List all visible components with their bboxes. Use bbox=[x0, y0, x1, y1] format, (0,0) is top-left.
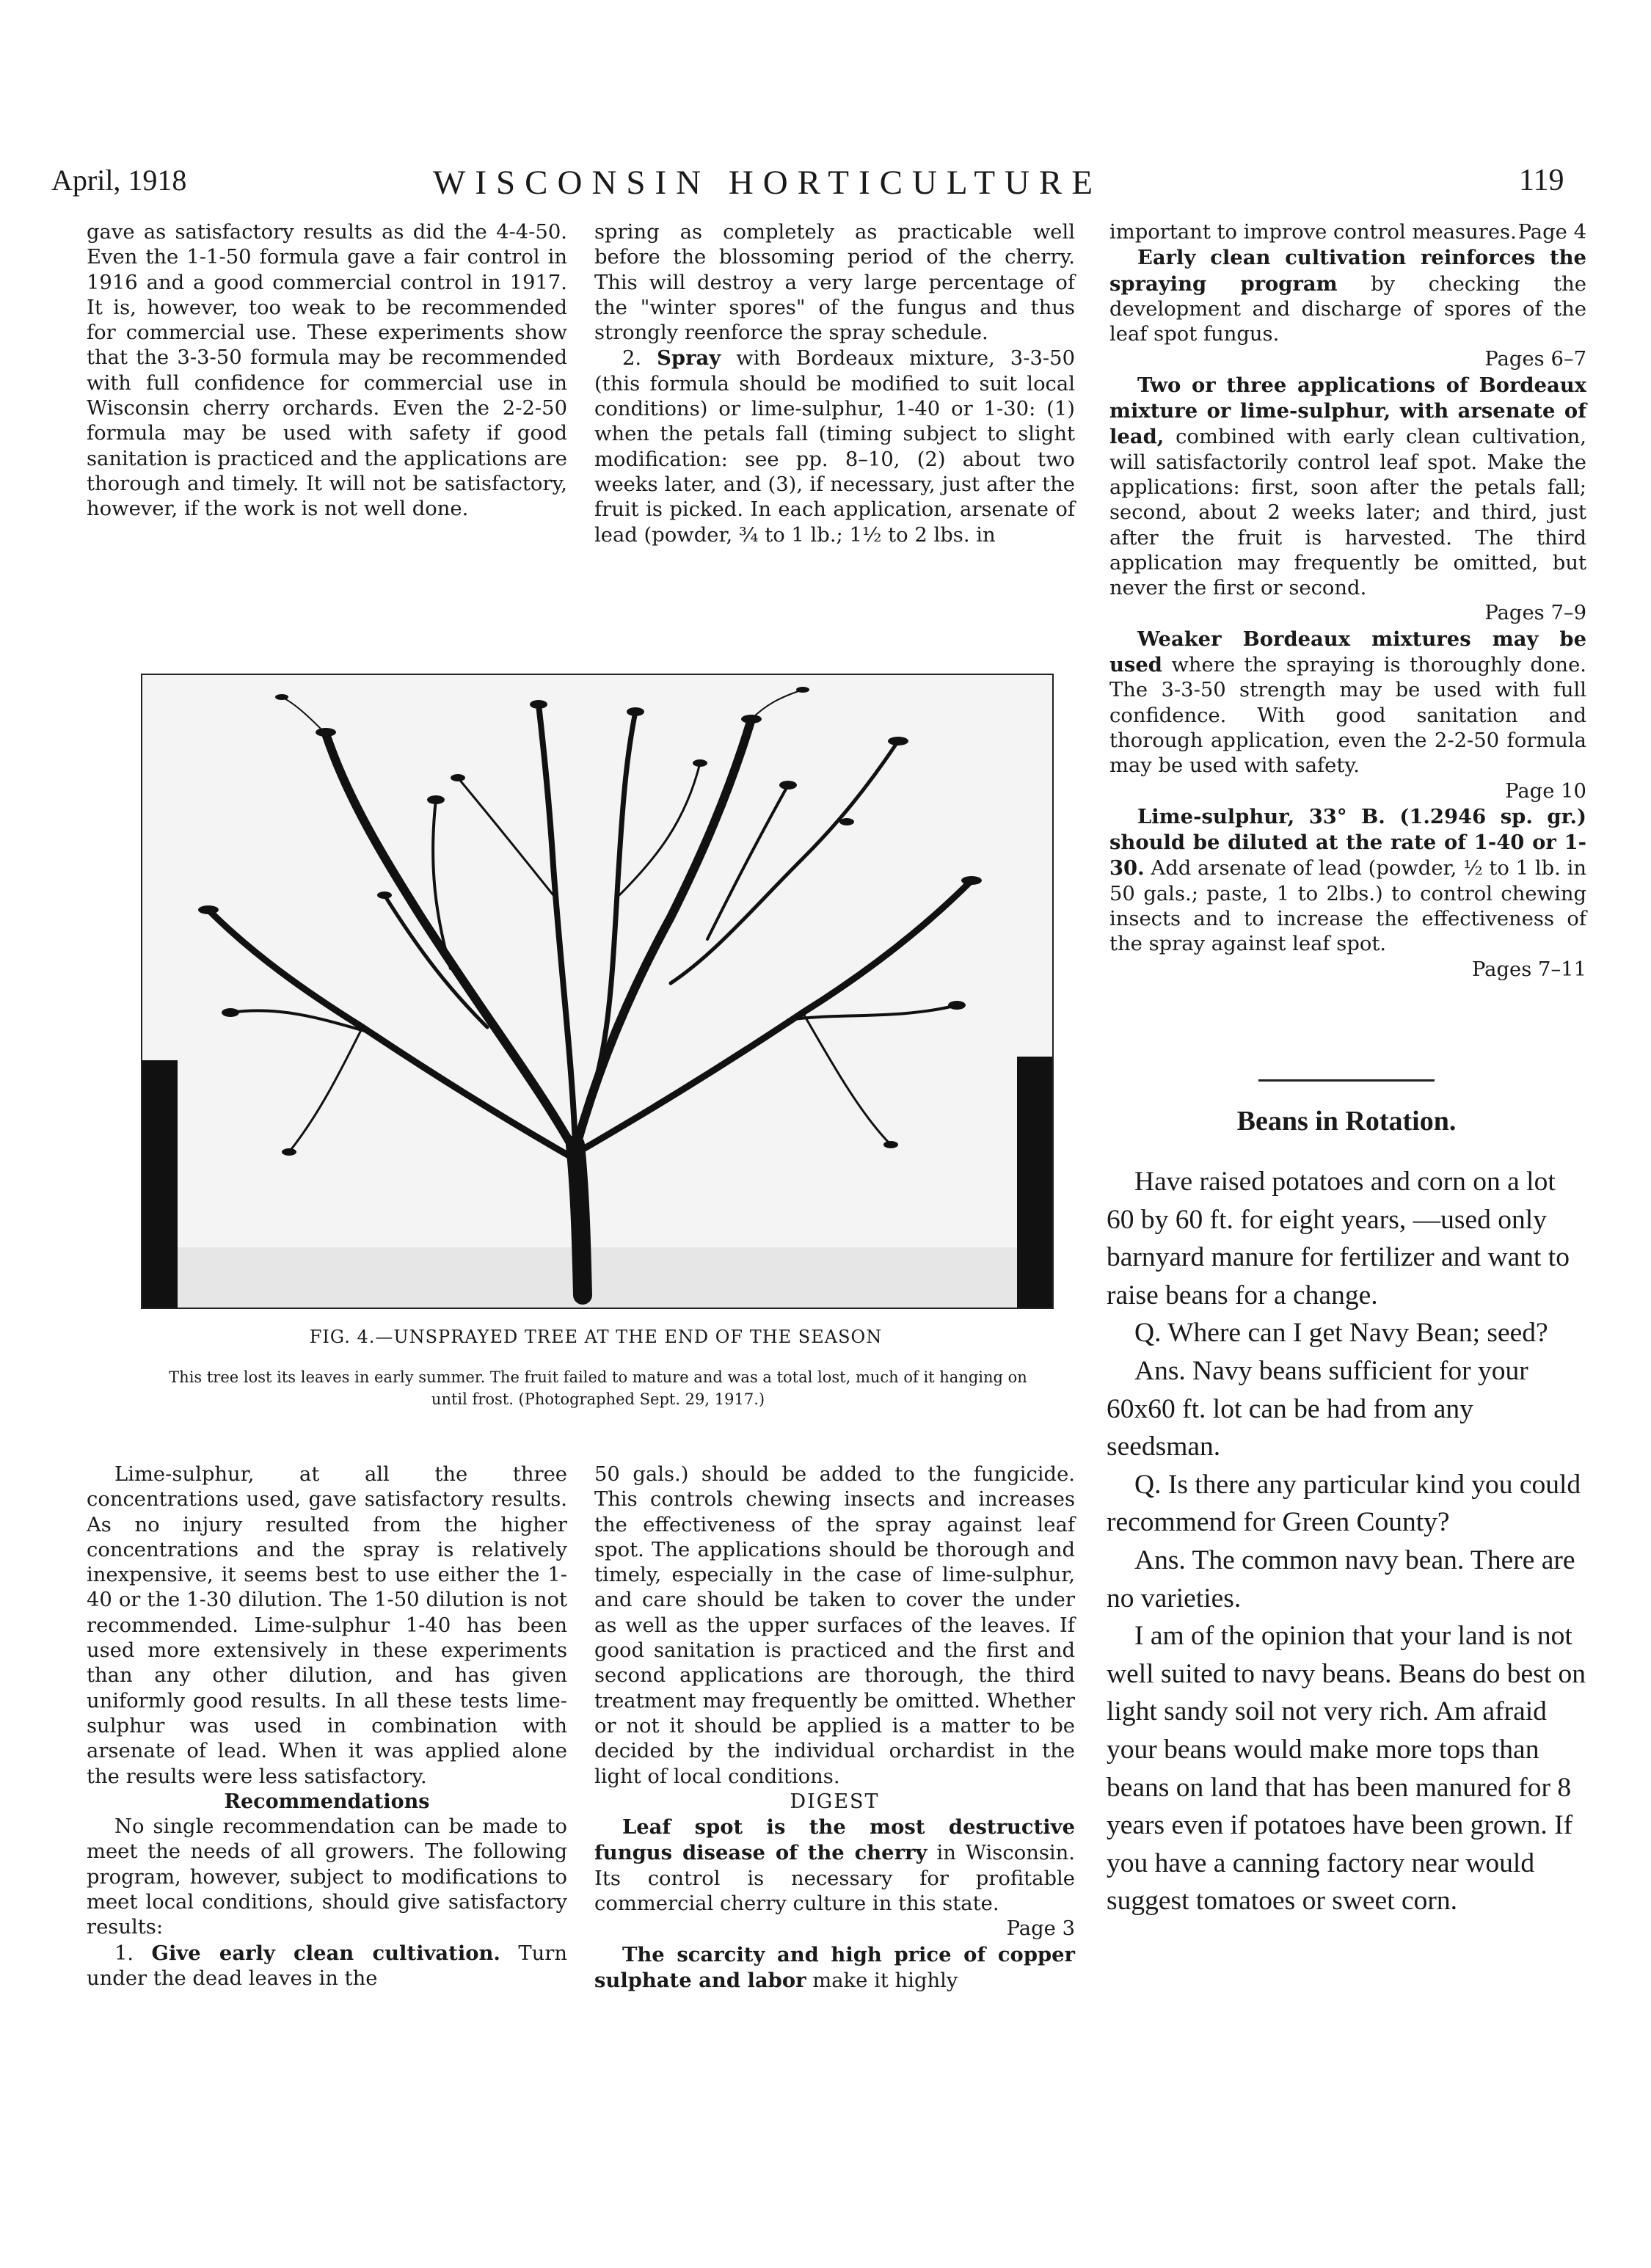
beans-article bbox=[1107, 1163, 1587, 1920]
digest-entry: Weaker Bordeaux mixtures may be used where the spraying is thoroughly done. The 3-3-50 strength may be used with full confidence. With good sanitation and thorough application, even the 2-2-50 formula may be used with safety. bbox=[1109, 627, 1586, 778]
page-number: 119 bbox=[1519, 164, 1564, 197]
figure-caption-text: This tree lost its leaves in early summer. The fruit failed to mature and was a total lost, much of it hanging on until frost. (Photographed Sept. 29, 1917.) bbox=[169, 1368, 1027, 1408]
beans-paragraph: I am of the opinion that your land is not well suited to navy beans. Beans do best on light sandy soil not very rich. Am afraid your beans would make more tops than beans on land that has been manured for 8 years even if potatoes have been grown. If you have a canning factory near would suggest tomatoes or sweet corn. bbox=[1107, 1621, 1586, 1917]
item-1-lead: Give early clean cultivation. bbox=[151, 1941, 500, 1965]
digest-entry: Leaf spot is the most destructive fungus disease of the cherry in Wisconsin. Its control is necessary for profitable commercial cherry culture in this state. Page 3 bbox=[594, 1815, 1075, 1917]
beans-question: Q. Is there any particular kind you could recommend for Green County? bbox=[1107, 1469, 1581, 1538]
digest-page-ref: Page 10 bbox=[1505, 779, 1586, 803]
fungicide-paragraph: 50 gals.) should be added to the fungicide. This controls chewing insects and increases the effectiveness of the spray against leaf spot. The applications should be thorough and timely, especially in the case of lime-sulphur, and care should be taken to cover the under as well as the upper surfaces of the leaves. If good sanitation is practiced and the first and second applications are thorough, the third treatment may frequently be omitted. Whether or not it should be applied is a matter to be decided by the individual orchardist in the light of local conditions. bbox=[594, 1463, 1075, 1788]
column-3-top bbox=[1109, 220, 1586, 982]
item-1-number: 1. bbox=[114, 1941, 134, 1965]
digest-page-ref: Page 3 bbox=[1006, 1917, 1075, 1941]
digest-heading: DIGEST bbox=[790, 1790, 880, 1813]
recommendations-heading: Recommendations bbox=[224, 1790, 430, 1813]
beans-answer: Ans. The common navy bean. There are no varieties. bbox=[1107, 1545, 1575, 1614]
item-2-text: with Bordeaux mixture, 3-3-50 (this formula should be modified to suit local conditions) or lime-sulphur, 1-40 or 1-30: (1) when the petals fall (timing subject to slight modification: see pp. 8–10, (2) about two weeks later, and (3), if necessary, just after the fruit is picked. In each application, arsenate of lead (powder, ¾ to 1 lb.; 1½ to 2 lbs. in bbox=[594, 347, 1075, 547]
digest-page-ref: Page 4 bbox=[1517, 221, 1586, 244]
lime-sulphur-paragraph: Lime-sulphur, at all the three concentrations used, gave satisfactory results. As no injury resulted from the higher concentrations and the spray is relatively inexpensive, it seems best to use either the 1-40 or the 1-30 dilution. The 1-50 dilution is not recommended. Lime-sulphur 1-40 has been used more extensively in these experiments than any other dilution, and has given uniformly good results. In all these tests lime-sulphur was used in combination with arsenate of lead. When it was applied alone the results were less satisfactory. bbox=[87, 1463, 567, 1788]
digest-entry: The scarcity and high price of copper sulphate and labor make it highly bbox=[594, 1942, 1075, 1992]
tree-photograph bbox=[141, 674, 1054, 1309]
item-2-number: 2. bbox=[622, 347, 642, 371]
digest-entry: Lime-sulphur, 33° B. (1.2946 sp. gr.) should be diluted at the rate of 1-40 or 1-30. Add arsenate of lead (powder, ½ to 1 lb. in 50 gals.; paste, 1 to 2lbs.) to control chewing insects and to increase the effectiveness of the spray against leaf spot. bbox=[1109, 804, 1586, 956]
digest-entry: Early clean cultivation reinforces the spraying program by checking the development and discharge of spores of the leaf spot fungus. bbox=[1109, 246, 1586, 346]
digest-page-ref: Pages 7–11 bbox=[1471, 958, 1586, 981]
digest-entry: Two or three applications of Bordeaux mixture or lime-sulphur, with arsenate of lead, combined with early clean cultivation, will satisfactorily control leaf spot. Make the applications: first, soon after the petals fall; second, about 2 weeks later; and third, just after the fruit is harvested. The third application may frequently be omitted, but never the first or second. bbox=[1109, 373, 1586, 600]
beans-question: Q. Where can I get Navy Bean; seed? bbox=[1134, 1318, 1548, 1349]
col2-item-2 bbox=[594, 346, 1075, 547]
beans-heading: Beans in Rotation. bbox=[1236, 1106, 1457, 1137]
column-2-bottom bbox=[594, 1462, 1075, 1994]
figure-caption-title: FIG. 4.—UNSPRAYED TREE AT THE END OF THE SEASON bbox=[309, 1327, 883, 1347]
column-2-top bbox=[594, 220, 1075, 548]
journal-title: WISCONSIN HORTICULTURE bbox=[433, 164, 1103, 202]
beans-answer: Ans. Navy beans sufficient for your 60x60 ft. lot can be had from any seedsman. bbox=[1107, 1355, 1528, 1462]
beans-paragraph: Have raised potatoes and corn on a lot 60 by 60 ft. for eight years, —used only barnyard manure for fertilizer and want to raise beans for a change. bbox=[1107, 1167, 1570, 1310]
section-divider bbox=[1258, 1079, 1435, 1082]
tree-photograph-image bbox=[142, 675, 1052, 1308]
header-date: April, 1918 bbox=[51, 164, 187, 197]
recommendations-paragraph: No single recommendation can be made to meet the needs of all growers. The following program, however, subject to modifications to meet local conditions, should give satisfactory results: bbox=[87, 1815, 567, 1939]
col1-paragraph: gave as satisfactory results as did the 4-4-50. Even the 1-1-50 formula gave a fair control in 1916 and a good commercial control in 1917. It is, however, too weak to be recommended for commercial use. These experiments show that the 3-3-50 formula may be recommended with full confidence for commercial use in Wisconsin cherry orchards. Even the 2-2-50 formula may be used with safety if good sanitation is practiced and the applications are thorough and timely. It will not be satisfactory, however, if the work is not well done. bbox=[87, 221, 567, 521]
col2-paragraph-1: spring as completely as practicable well before the blossoming period of the cherry. This will destroy a very large percentage of the "winter spores" of the fungus and thus strongly reenforce the spray schedule. bbox=[594, 221, 1075, 345]
column-1-bottom bbox=[87, 1462, 567, 1991]
item-1-text: Turn under the dead leaves in the bbox=[87, 1941, 568, 1990]
digest-page-ref: Pages 7–9 bbox=[1484, 602, 1586, 625]
digest-entry: important to improve control measures. Page 4 bbox=[1109, 220, 1586, 245]
recommendation-item-1 bbox=[87, 1941, 567, 1992]
digest-page-ref: Pages 6–7 bbox=[1484, 348, 1586, 371]
item-2-lead: Spray bbox=[657, 346, 721, 371]
column-1-top bbox=[87, 220, 567, 522]
